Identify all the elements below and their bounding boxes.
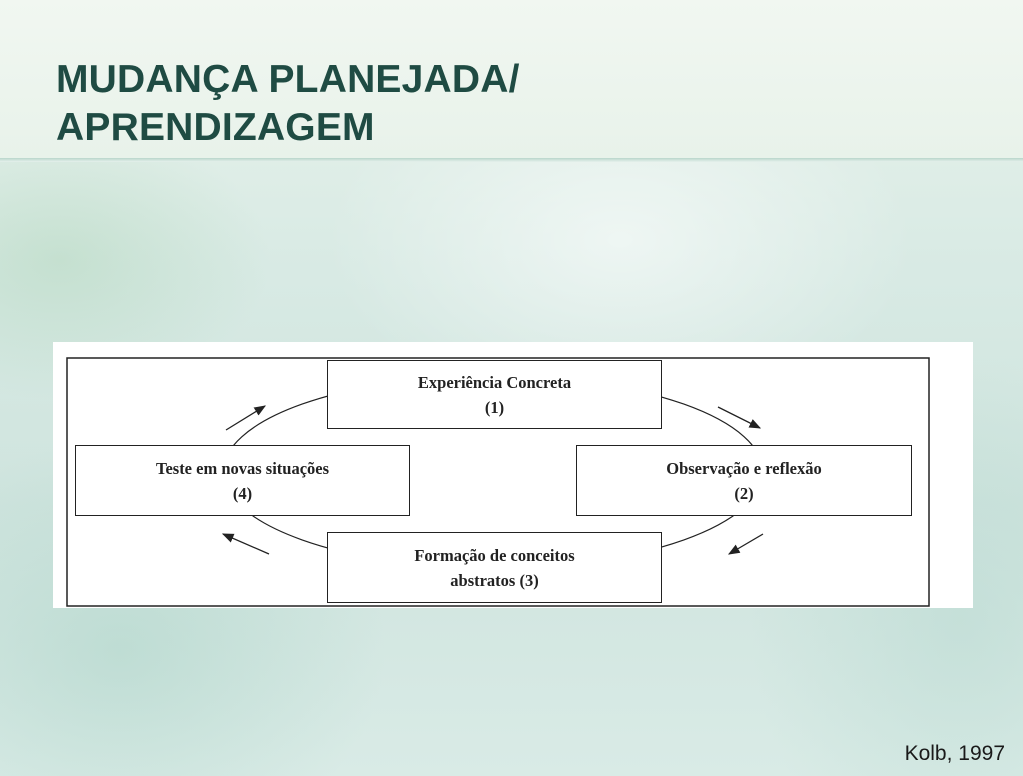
box-observation-reflection-number: (2) xyxy=(734,483,754,503)
box-observation-reflection xyxy=(576,445,912,516)
box-testing-new-situations-label: Teste em novas situações xyxy=(155,458,330,478)
box-testing-new-situations xyxy=(75,445,410,516)
box-abstract-concepts-label: Formação de conceitos xyxy=(414,545,575,565)
slide-title-line-1: MUDANÇA PLANEJADA/ xyxy=(56,58,520,101)
kolb-cycle-diagram xyxy=(53,342,973,608)
box-testing-new-situations-number: (4) xyxy=(232,483,253,503)
arrow-bottom-right xyxy=(729,534,763,554)
citation: Kolb, 1997 xyxy=(904,742,1005,765)
box-concrete-experience xyxy=(327,360,662,429)
slide-title-line-2: APRENDIZAGEM xyxy=(56,106,375,149)
box-observation-reflection-label: Observação e reflexão xyxy=(666,458,822,478)
arrow-bottom-left xyxy=(223,534,269,554)
box-abstract-concepts-number: abstratos (3) xyxy=(450,570,539,590)
box-concrete-experience-number: (1) xyxy=(484,397,505,417)
arrow-top-right xyxy=(718,407,760,428)
box-abstract-concepts xyxy=(327,532,662,603)
slide-title xyxy=(56,56,756,152)
arrow-top-left xyxy=(226,406,265,430)
title-divider xyxy=(0,158,1023,162)
box-concrete-experience-label: Experiência Concreta xyxy=(417,372,572,392)
